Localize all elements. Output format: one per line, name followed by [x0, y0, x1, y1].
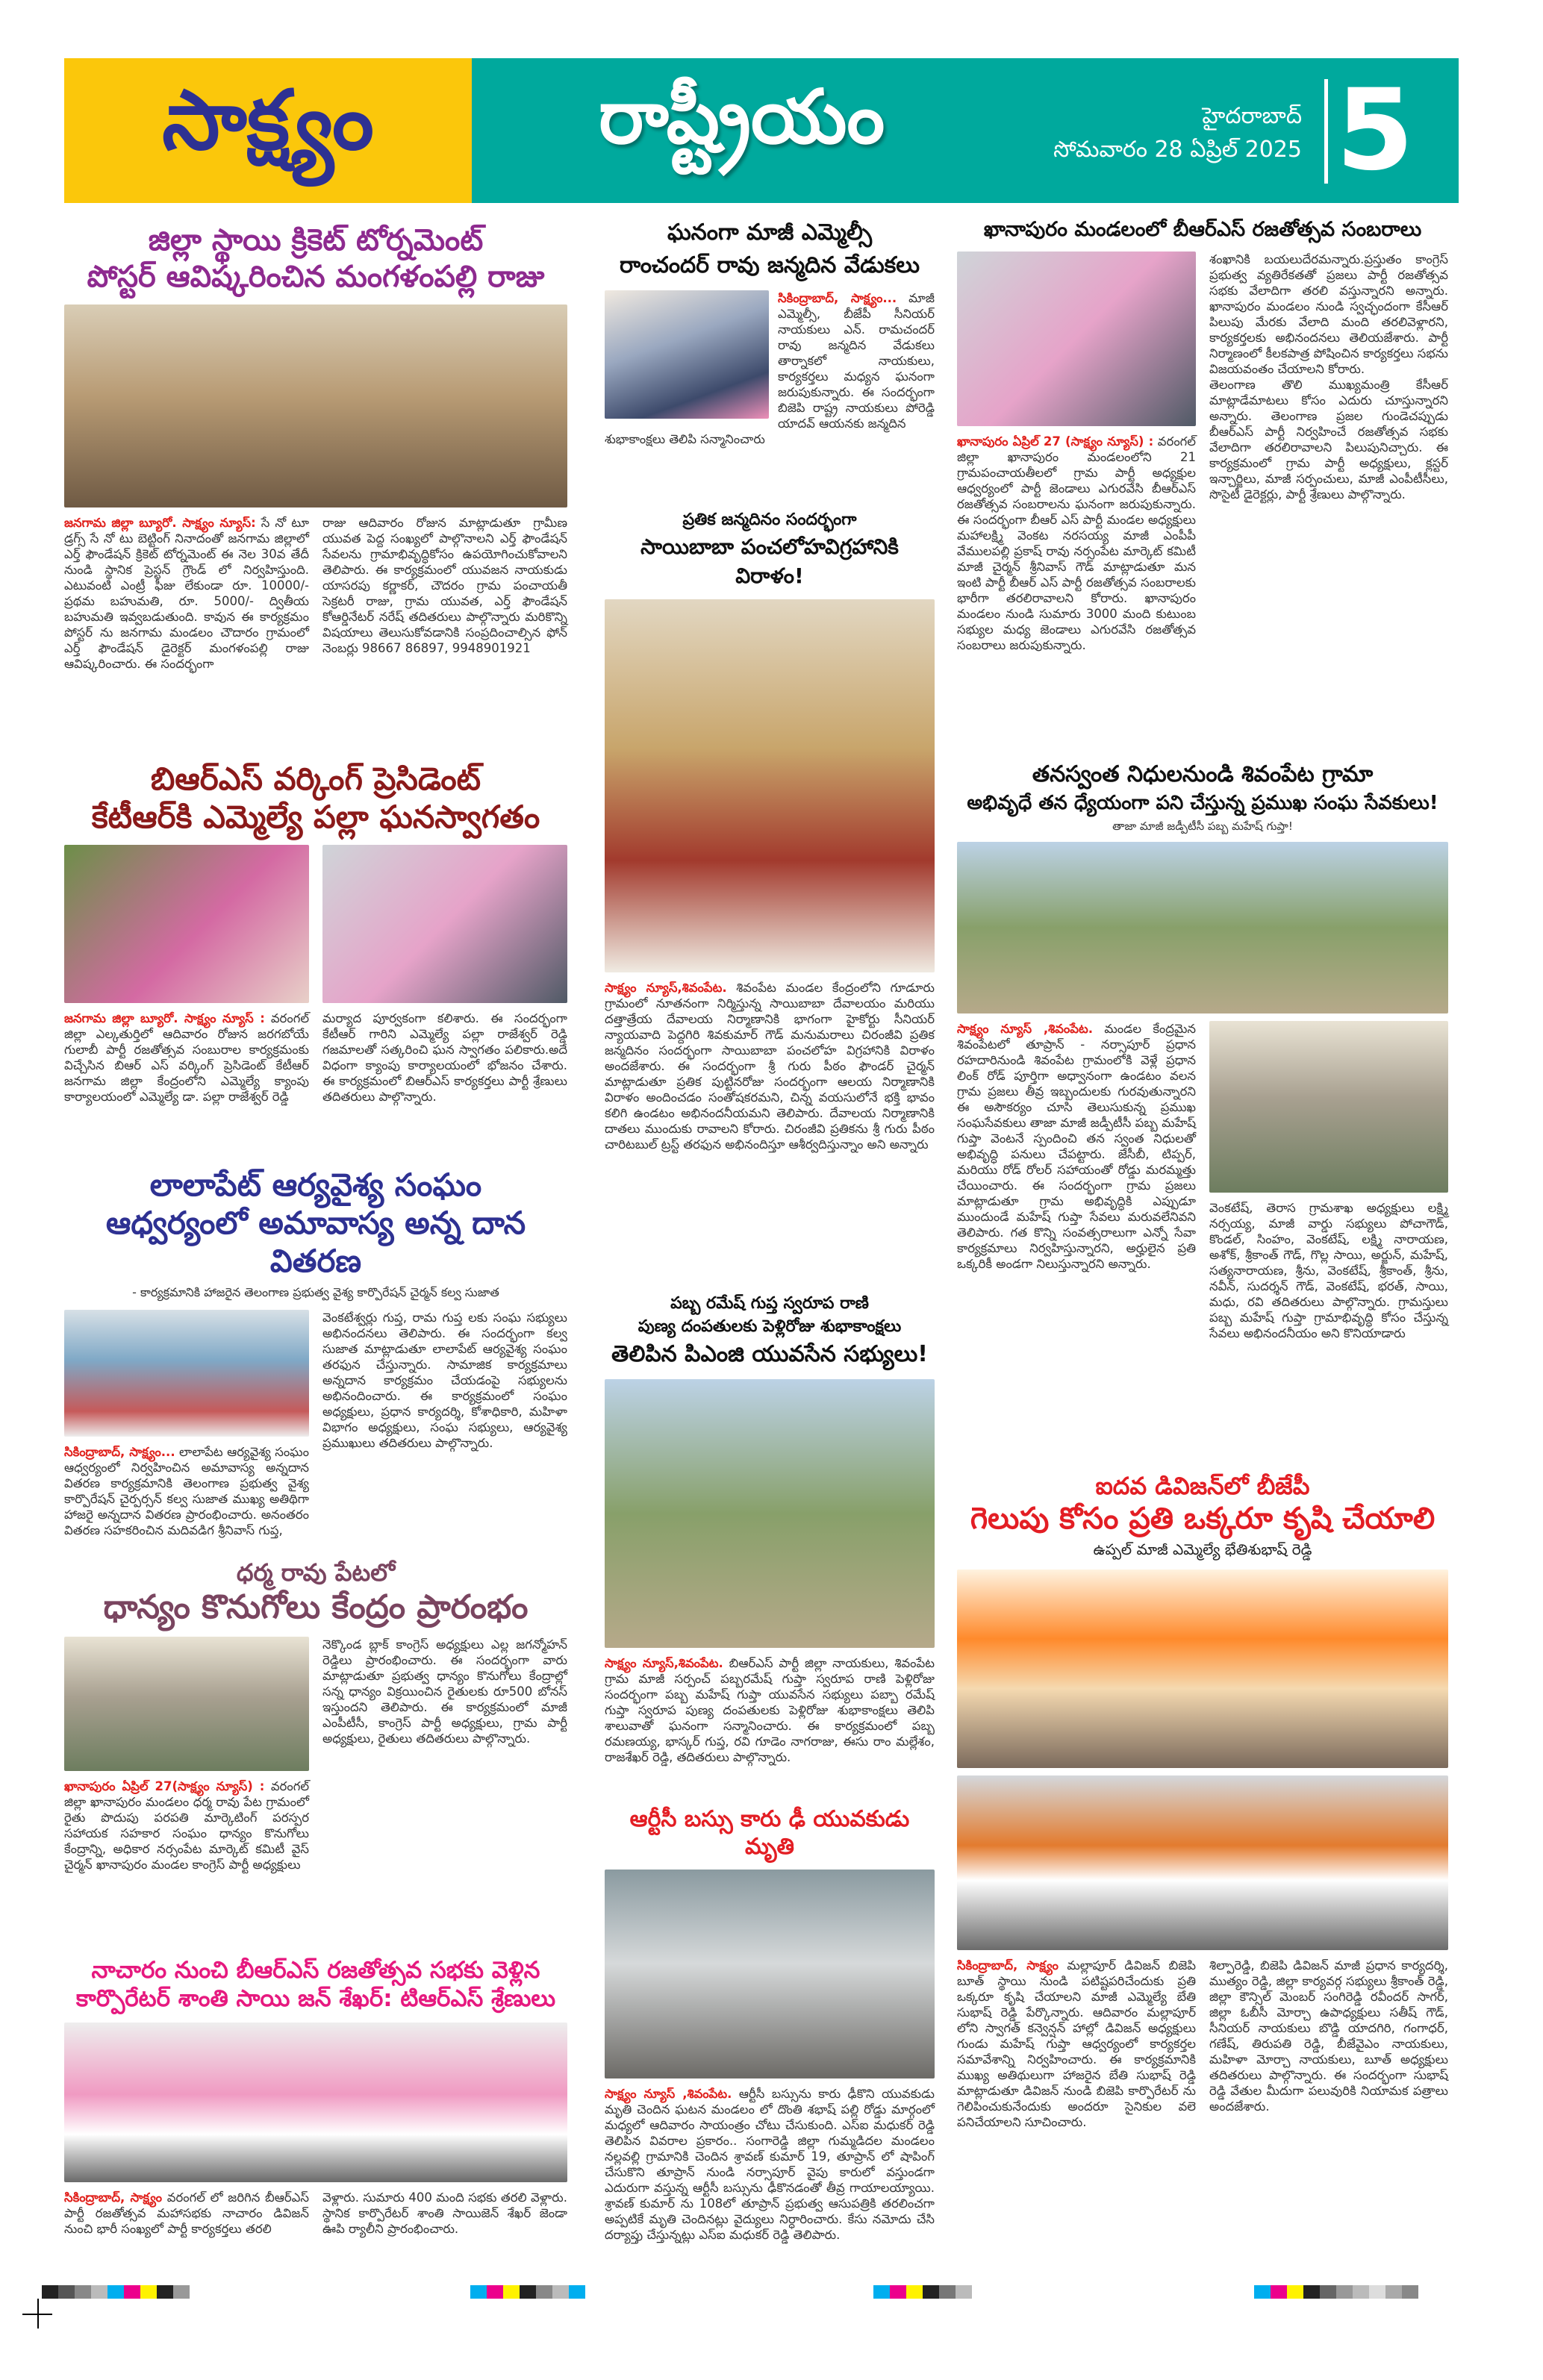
article-body — [957, 434, 1196, 653]
headline-line: ఐదవ డివిజన్‌లో బీజేపీ — [1095, 1472, 1310, 1500]
headline-line: గెలుపు కోసం ప్రతి ఒక్కరూ కృషి చేయాలి — [970, 1502, 1436, 1537]
article-nacharam — [64, 1949, 567, 2237]
article-khanapur — [957, 218, 1448, 752]
headline-line: కేటీఆర్‌కి ఎమ్మెల్యే పల్లా ఘనస్వాగతం — [91, 799, 540, 836]
headline-line: అభివృధే తన ధ్యేయంగా పని చేస్తున్న ప్రముఖ సంఘ సేవకులు! — [967, 791, 1438, 814]
photo-ramchander — [605, 290, 769, 419]
article-body: వెంకటేశ్వర్లు గుప్త, రామ గుప్త లకు సంఘ సభ్యులు అభినందనలు తెలిపారు. ఈ సందర్భంగా కల్వ సుజాత మాట్లాడుతూ లాలాపేట్ ఆర్యవైశ్య సంఘం తరఫున చేస్తున్నారు. సామాజిక కార్యక్రమాలు అన్నదాన కార్యక్రమం చేయడంపై సభ్యులను అభినందించారు. ఈ కార్యక్రమంలో సంఘం అధ్యక్షులు, ప్రధాన కార్యదర్శి, కోశాధికారి, మహిళా విభాగం అధ్యక్షులు, సంఘ సభ్యులు, ఆర్యవైశ్య ప్రముఖులు తదితరులు పాల్గొన్నారు. — [322, 1310, 567, 1450]
photo-bjp-meeting-stage — [957, 1570, 1448, 1768]
headline-line: ఘనంగా మాజీ ఎమ్మెల్సీ — [667, 219, 873, 246]
article-body — [605, 1655, 935, 1765]
body-text: ఈ అసౌకర్యం చూసి తెలుసుకున్న ప్రముఖ సంఘసేవకులు తాజా మాజీ జడ్పీటీసీ పబ్బ మహేష్ గుప్తా వెంటనే స్పందించి తన స్వంత నిధులతో అభివృద్ధి పనులు చేపట్టారు. జేసీబీ, టిప్పర్, మరియు రోడ్ రోలర్ సహాయంతో రోడ్డు మరమ్మత్తు చేయించారు. ఈ సందర్భంగా గ్రామ ప్రజలు మాట్లాడుతూ గ్రామ అభివృద్ధికి ఎప్పుడూ ముందుండే మహేష్ గుప్తా సేవలు మరువలేనివని తెలిపారు. గత కొన్ని సంవత్సరాలుగా ఎన్నో సేవా కార్యక్రమాలు నిర్వహిస్తున్నారని, అర్హులైన ప్రతి ఒక్కరికీ అండగా నిలుస్తున్నారని అన్నారు. — [957, 1099, 1196, 1271]
article-body: రాజు ఆదివారం రోజున మాట్లాడుతూ గ్రామీణ యువత పెద్ద సంఖ్యలో పాల్గొనాలని ఎర్త్ ఫౌండేషన్ సేవలను గ్రామాభివృద్ధికోసం ఉపయోగించుకోవాలని తెలిపారు. ఈ కార్యక్రమంలో యువజన నాయకుడు యాసరపు కర్ణాకర్, చౌదరం గ్రామ పంచాయతీ సెక్రటరీ రాజు, గ్రామ యువత, ఎర్త్ ఫౌండేషన్ కోఆర్డినేటర్ నరేష్ తదితరులు పాల్గొన్నారు మరికొన్ని విషయాలు తెలుసుకోవడానికి సంప్రదించాల్సిన ఫోన్ నెంబర్లు 98667 86897, 9948901921 — [322, 515, 567, 655]
headline-line: నాచారం నుంచి బీఆర్ఎస్ రజతోత్సవ సభకు వెళ్లిన — [91, 1957, 540, 1984]
dateline: జనగామ జిల్లా బ్యూరో. సాక్ష్యం న్యూస్: — [64, 515, 256, 530]
photo-bjp-meeting-audience — [957, 1775, 1448, 1950]
divider — [1324, 79, 1328, 184]
dateline: సికింద్రాబాద్, సాక్ష్యం... — [778, 291, 897, 305]
headline-line: పోస్టర్ ఆవిష్కరించిన మంగళంపల్లి రాజు — [87, 259, 545, 294]
headline-line: రాంచందర్ రావు జన్మదిన వేడుకలు — [620, 252, 920, 278]
body-text: వరంగల్ జిల్లా ఖానాపురం మండలంలోని 21 గ్రామపంచాయతీలలో గ్రామ పార్టీ అధ్యక్షుల ఆధ్వర్యంలో పార్టీ జెండాలు ఎగురవేసి బీఆర్ఎస్ రజతోత్సవ సంబరాలను ఘనంగా జరుపుకున్నారు. ఈ సందర్భంగా బీఆర్ ఎస్ పార్టీ మండల అధ్యక్షులు మహాలక్ష్మి వెంకట నరసయ్య మాజీ ఎంపీపీ వేములపల్లి ప్రకాష్ రావు నర్సంపేట మార్కెట్ కమిటీ మాజీ చైర్మన్ శ్రీనివాస్ గౌడ్ మాట్లాడుతూ మన ఇంటి పార్టీ బీఆర్ ఎస్ పార్టీ రజతోత్సవ సంబరాలకు భారీగా తరలిరావాలని కోరారు. ఖానాపురం మండలం నుండి సుమారు 3000 మంది కుటుంబ సభ్యుల మధ్య జెండాలు ఎగురవేసి రజతోత్సవ సంబరాలు జరుపుకున్నారు. — [957, 434, 1196, 652]
registration-marks — [1254, 2285, 1418, 2299]
article-body — [605, 980, 935, 1152]
body-text: మండల కేంద్రమైన శివంపేటలో తూప్రాన్ - నర్సాపూర్ ప్రధాన రహదారినుండి శివంపేట గ్రామంలోకి వెళ్లే ప్రధాన లింక్ రోడ్ పూర్తిగా అధ్వానంగా ఉండటం వలన గ్రామ ప్రజలు తీవ్ర ఇబ్బందులకు గురవుతున్నారని — [957, 1021, 1196, 1099]
article-body — [64, 2190, 309, 2237]
column-3 — [957, 218, 1448, 2130]
article-ktr — [64, 752, 567, 1158]
article-body — [64, 1778, 309, 1873]
page-number: 5 — [1335, 66, 1414, 196]
article-body: వెంకటేష్, తెరాస గ్రామశాఖ అధ్యక్షులు లక్ష్మి నర్సయ్య, మాజీ వార్డు సభ్యులు పోచాగౌడ్, కొండల్, సింహం, వెంకటేష్, లక్ష్మి నారాయణ, అశోక్, శ్రీకాంత్ గౌడ్, గొల్ల సాయి, అర్జున్, మహేష్, సత్యనారాయణ, శ్రీను, వెంకటేష్, శ్రీకాంత్, శ్రీను, నవీన్, సుదర్శన్ గౌడ్, వెంకటేష్, భరత్, సాయి, మధు, రవి తదితరులు పాల్గొన్నారు. గ్రామస్తులు పబ్బ మహేష్ గుప్తా గ్రామాభివృద్ధి కోసం చేస్తున్న సేవలు అభినందనీయం అని కొనియాడారు — [1209, 1200, 1448, 1340]
body-text: వరంగల్ జిల్లా ఖానాపురం మండలం ధర్మ రావు పేట గ్రామంలో రైతు పొదుపు పరపతి మార్కెటింగ్ పరస్పర సహాయక సహకార సంఘం ధాన్యం కొనుగోలు కేంద్రాన్ని, అధికార నర్సంపేట మార్కెట్ కమిటీ వైస్ చైర్మన్ ఖానాపురం మండల కాంగ్రెస్ పార్టీ అధ్యక్షులు — [64, 1778, 310, 1872]
photo-nacharam-rally — [64, 2023, 567, 2182]
section-title: రాష్ట్రీయం — [599, 73, 885, 160]
dateline: సాక్ష్యం న్యూస్,శివంపేట. — [605, 1655, 723, 1670]
article-dharmaraopeta — [64, 1551, 567, 1949]
edition-date: సోమవారం 28 ఏప్రిల్ 2025 — [1053, 137, 1302, 163]
headline-line: బిఆర్ఎస్ వర్కింగ్ ప్రెసిడెంట్ — [150, 760, 481, 797]
photo-cricket-poster — [64, 304, 567, 507]
dateline: జనగామ జిల్లా బ్యూరో. సాక్ష్యం న్యూస్ : — [64, 1011, 265, 1026]
photo-khanapur-flag — [957, 252, 1196, 426]
article-cricket — [64, 222, 567, 752]
headline-line: లాలాపేట్ ఆర్యవైశ్య సంఘం — [149, 1166, 482, 1203]
body-text: ఆర్టీసీ బస్సును కారు ఢీకొని యువకుడు మృతి చెందిన ఘటన మండలం లో దొంతి శభాష్ పల్లి రోడ్డు మార్గంలో మధ్యలో ఆదివారం సాయంత్రం చోటు చేసుకుంది. ఎస్ఐ మధుకర్ రెడ్డి తెలిపిన వివరాల ప్రకారం.. సంగారెడ్డి జిల్లా గుమ్మడిదల మండలం నల్లవల్లి గ్రామానికి చెందిన శ్రావణ్ కుమార్ 19, తూప్రాన్ లో షాపింగ్ చేసుకొని తూప్రాన్ నుండి నర్సాపూర్ వైపు కారులో వస్తుండగా ఎదురుగా వస్తున్న ఆర్టీసీ బస్సును ఢీకొనడంతో తీవ్ర గాయాలయ్యాయి. శ్రావణ్ కుమార్ ను 108లో తూప్రాన్ ప్రభుత్వ ఆసుపత్రికి తరలించగా అప్పటికే మృతి చెందినట్లు వైద్యులు నిర్ధారించారు. కేసు నమోదు చేసి దర్యాప్తు చేస్తున్నట్లు ఎస్ఐ మధుకర్ రెడ్డి తెలిపారు. — [605, 2087, 935, 2243]
column-1 — [64, 222, 567, 2237]
dateline: సాక్ష్యం న్యూస్ ,శివంపేట. — [605, 2087, 732, 2102]
headline-line: తనస్వంత నిధులనుండి శివంపేట గ్రామా — [1032, 761, 1374, 787]
article-shivampet — [957, 752, 1448, 1464]
headline-line: పబ్బ రమేష్ గుప్త స్వరూప రాణి — [670, 1294, 869, 1313]
registration-marks — [470, 2285, 585, 2299]
photo-accident-car — [605, 1870, 935, 2078]
body-text: వరంగల్ జిల్లా ఎల్కతుర్తిలో ఆదివారం రోజున జరగబోయే గులాబీ పార్టీ రజతోత్సవ సంబురాల కార్యక్రమంకు విచ్చేసిన బిఆర్ ఎస్ వర్కింగ్ ప్రెసిడెంట్ కేటీఆర్ జనగామ జిల్లా కేంద్రంలోని ఎమ్మెల్యే క్యాంపు కార్యాలయంలో ఎమ్మెల్యే డా. పల్లా రాజేశ్వర్ రెడ్డి — [64, 1011, 310, 1105]
article-accident — [605, 1799, 935, 2243]
photo-ktr-welcome — [322, 845, 567, 1003]
article-body: శంఖానికి బయలుదేరమన్నారు.ప్రస్తుతం కాంగ్రెస్ ప్రభుత్వ వ్యతిరేకతతో ప్రజలు పార్టీ రజతోత్సవ సభకు వేలాదిగా తరలి వస్తున్నారని అన్నారు. ఖానాపురం మండలం నుండి స్వచ్ఛందంగా కేసీఆర్ పిలుపు మేరకు వేలాది మంది తరలివెళ్లారని, కార్యకర్తలకు అభినందనలు తెలియజేశారు. పార్టీ నిర్మాణంలో కీలకపాత్ర పోషించిన కార్యకర్తలు సభను విజయవంతం చేయాలని కోరారు. — [1209, 252, 1448, 376]
article-pabba — [605, 1285, 935, 1799]
photo-anniversary — [605, 1379, 935, 1648]
byline: ఉప్పల్ మాజీ ఎమ్మెల్యే భేతిశుభాష్ రెడ్డి — [1093, 1540, 1312, 1558]
headline-nacharam — [64, 1957, 567, 2014]
dateline: సికింద్రాబాద్, సాక్ష్యం — [64, 2190, 163, 2205]
article-ramchander — [605, 216, 935, 502]
registration-marks — [873, 2285, 972, 2299]
body-text: మాజీ ఎమ్మెల్సీ, బీజేపీ సీనియర్ నాయకులు ఎన్. రామచందర్ రావు జన్మదిన వేడుకలు తార్నాకలో నాయకులు, కార్యకర్తలు మధ్యన ఘనంగా జరుపుకున్నారు. ఈ సందర్భంగా బిజెపి రాష్ట్ర నాయకులు పోరెడ్డి యాదవ్ ఆయనకు జన్మదిన — [778, 291, 935, 431]
headline-line: ధర్మ రావు పేటలో — [236, 1558, 396, 1587]
headline-line: జిల్లా స్థాయి క్రికెట్ టోర్నమెంట్ — [148, 223, 484, 257]
article-body — [957, 1958, 1196, 2130]
dateline: ఖానాపురం ఏప్రిల్ 27(సాక్ష్యం న్యూస్) : — [64, 1778, 265, 1793]
dateline: సికింద్రాబాద్, సాక్ష్యం... — [64, 1444, 175, 1459]
crop-mark — [37, 2299, 39, 2329]
article-body: నెక్కొండ బ్లాక్ కాంగ్రెస్ అధ్యక్షులు ఎల్ల జగన్మోహన్ రెడ్డిలు ప్రారంభించారు. ఈ సందర్భంగా వారు మాట్లాడుతూ ప్రభుత్వ ధాన్యం కొనుగోలు కేంద్రాల్లో సన్న ధాన్యం విక్రయించిన రైతులకు రూ500 బోనస్ ఇస్తుందని తెలిపారు. ఈ కార్యక్రమంలో మాజీ ఎంపీటీసీ, కాంగ్రెస్ పార్టీ అధ్యక్షులు, గ్రామ పార్టీ అధ్యక్షులు, రైతులు తదితరులు పాల్గొన్నారు. — [322, 1637, 567, 1746]
body-text: లాలాపేట ఆర్యవైశ్య సంఘం ఆధ్వర్యంలో నిర్వహించిన అమావాస్య అన్నదాన వితరణ కార్యక్రమానికి తెలంగాణ ప్రభుత్వ వైశ్య కార్పొరేషన్ చైర్పర్సన్ కల్వ సుజాత ముఖ్య అతిథిగా హాజరై అన్నదాన వితరణ ప్రారంభించారు. అనంతరం వితరణ సహకరించిన మదివడిగ శ్రీనివాస్ గుప్త, — [64, 1444, 310, 1537]
masthead-band — [472, 58, 1459, 203]
dateline: సాక్ష్యం న్యూస్,శివంపేట. — [605, 981, 727, 996]
headline-line: ఆధ్వర్యంలో అమావాస్య అన్న దాన వితరణ — [105, 1205, 526, 1280]
byline: తాజా మాజీ జడ్పీటీసీ పబ్బ మహేష్ గుప్తా! — [1112, 819, 1293, 833]
column-2 — [605, 216, 935, 2243]
photo-grain-center — [64, 1637, 309, 1771]
article-body — [64, 1011, 309, 1105]
article-body — [957, 1021, 1196, 1272]
edition-city: హైదరాబాద్ — [1202, 103, 1302, 129]
body-text: సే నో టూ డ్రగ్స్ సే నో టు బెట్టింగ్ నినాదంతో జనగామ జిల్లాలో ఎర్త్ ఫౌండేషన్ క్రికెట్ టోర్నమెంట్ ఈ నెల 30వ తేదీ నుండి స్థానిక ప్రెస్టన్ గ్రౌండ్ లో నిర్వహిస్తుంది. ఎటువంటి ఎంట్రీ ఫీజు లేకుండా రూ. 10000/- ప్రథమ బహుమతి, రూ. 5000/- ద్వితీయ బహుమతి ఇవ్వబడుతుంది. కావున ఈ కార్యక్రమం పోస్టర్ ను జనగామ మండలం చౌదారం గ్రామంలో ఎర్త్ ఫౌండేషన్ డైరెక్టర్ మంగళంపల్లి రాజు ఆవిష్కరించారు. ఈ సందర్భంగా — [64, 515, 310, 671]
headline-cricket — [64, 222, 567, 296]
body-text: శివంపేట మండల కేంద్రంలోని గూడూరు గ్రామంలో నూతనంగా నిర్మిస్తున్న సాయిబాబా దేవాలయం మరియు దత్తాత్రేయ దేవాలయ నిర్మాణానికి భాగంగా హైకోర్టు సీనియర్ న్యాయవాది పెద్దగిరి శివకుమార్ గౌడ్ మనుమరాలు చిరంజీవి ప్రతిక జన్మదినం సందర్భంగా సాయిబాబా పంచలోహ విగ్రహానికి విరాళం అందజేశారు. ఈ సందర్భంగా శ్రీ గురు పీఠం ఫౌండర్ చైర్మన్ మాట్లాడుతూ ప్రతిక పుట్టినరోజు సందర్భంగా ఆలయ నిర్మాణానికి విరాళం అందించడం సంతోషకరమని, చిన్న వయసులోనే భక్తి భావం కలిగి ఉండటం అభినందనీయమని తెలిపారు. దేవాలయ నిర్మాణానికి దాతలు ముందుకు రావాలని కోరారు. చిరంజీవి ప్రతికను శ్రీ గురు పీఠం చారిటబుల్ ట్రస్ట్ తరఫున అభినందిస్తూ ఆశీర్వదిస్తున్నాం అని అన్నారు — [605, 981, 935, 1152]
article-prathika — [605, 502, 935, 1285]
headline-khanapur: ఖానాపురం మండలంలో బీఆర్ఎస్ రజతోత్సవ సంబరాలు — [983, 218, 1422, 241]
dateline: ఖానాపురం ఏప్రిల్ 27 (సాక్ష్యం న్యూస్) : — [957, 434, 1154, 449]
headline-line: పుణ్య దంపతులకు పెళ్లిరోజు శుభాకాంక్షలు — [638, 1317, 902, 1336]
article-bjp — [957, 1464, 1448, 2130]
headline-line: తెలిపిన పిఎంజి యువసేన సభ్యులు! — [611, 1340, 928, 1367]
headline-pabba — [605, 1293, 935, 1370]
article-body: వెళ్లారు. సుమారు 400 మంది సభకు తరలి వెళ్లారు. స్థానిక కార్పొరేటర్ శాంతి సాయిజెన్ శేఖర్ జెండా ఊపి ర్యాలీని ప్రారంభించారు. — [322, 2190, 567, 2236]
headline-dharmaraopeta — [64, 1558, 567, 1628]
masthead-logo — [64, 58, 472, 203]
headline-line: కార్పొరేటర్ శాంతి సాయి జన్ శేఖర్: టిఆర్ఎస్ శ్రేణులు — [75, 1984, 556, 2012]
article-body — [605, 2086, 935, 2243]
article-body — [778, 290, 935, 431]
headline-accident: ఆర్టీసీ బస్సు కారు ఢీ యువకుడు మృతి — [629, 1806, 910, 1860]
article-body: శిల్పారెడ్డి, బిజెపి డివిజన్ మాజీ ప్రధాన కార్యదర్శి, ముత్యం రెడ్డి, జిల్లా కార్యవర్గ సభ్యులు శ్రీకాంత్ రెడ్డి, జిల్లా కౌన్సిల్ మెంబర్ సంగిరెడ్డి రవీందర్ సాగర్, జిల్లా ఓబీసీ మోర్చా ఉపాధ్యక్షులు సతీష్ గౌడ్, సీనియర్ నాయకులు బొడ్డి యాదగిరి, గంగాధర్, గణేష్, తిరుపతి రెడ్డి, బీజేవైఎం నాయకులు, మహిళా మోర్చా నాయకులు, బూత్ అధ్యక్షులు తదితరులు పాల్గొన్నారు. ఈ సందర్భంగా సుభాష్ రెడ్డి వేతుల మీదుగా పలువురికి నియామక పత్రాలు అందజేశారు. — [1209, 1958, 1448, 2114]
body-text: బిఆర్ఎస్ పార్టీ జిల్లా నాయకులు, శివంపేట గ్రామ మాజీ సర్పంచ్ పబ్బరమేష్ గుప్తా స్వరూప రాణి పెళ్లిరోజు సందర్భంగా పబ్బ మహేష్ గుప్తా యువసేన సభ్యులు పబ్బా రమేష్ గుప్తా స్వరూప పుణ్య దంపతులకు పెళ్లిరోజు శుభాకాంక్షలు తెలిపి శాలువాతో ఘనంగా సన్మానించారు. ఈ కార్యక్రమంలో పబ్బ రమణయ్య, భాస్కర్ గుప్త, రవి గూడెం నాగరాజు, ఈసు రాం మల్లేశం, రాజశేఖర్ రెడ్డి, తదితరులు పాల్గొన్నారు. — [605, 1655, 935, 1764]
subheadline: - కార్యక్రమానికి హాజరైన తెలంగాణ ప్రభుత్వ వైశ్య కార్పొరేషన్ చైర్మన్ కల్వ సుజాత — [132, 1284, 499, 1299]
article-body — [64, 515, 309, 672]
dateline: సాక్ష్యం న్యూస్ ,శివంపేట. — [957, 1021, 1094, 1036]
headline-prathika — [605, 509, 935, 590]
headline-bjp — [957, 1472, 1448, 1537]
headline-line: సాయిబాబా పంచలోహవిగ్రహానికి విరాళం! — [640, 534, 899, 588]
headline-lalapet — [64, 1166, 567, 1281]
article-body: శుభాకాంక్షలు తెలిపి సన్మానించారు — [605, 432, 765, 446]
photo-birthday — [605, 599, 935, 972]
registration-marks — [42, 2285, 190, 2299]
body-text: మల్లాపూర్ డివిజన్ బిజెపి బూత్ స్థాయి నుండి పటిష్టపరిచేందుకు ప్రతి ఒక్కరూ కృషి చేయాలని మాజీ ఎమ్మెల్యే బేతి సుభాష్ రెడ్డి పేర్కొన్నారు. ఆదివారం మల్లాపూర్ లోని స్వాగత్ కన్వెన్షన్ హాల్లో డివిజన్ అధ్యక్షులు గుండు మహేష్ గుప్తా ఆధ్వర్యంలో కార్యకర్తల సమావేశాన్ని నిర్వహించారు. ఈ కార్యక్రమానికి ముఖ్య అతిథులుగా హాజరైన బేతి సుభాష్ రెడ్డి మాట్లాడుతూ డివిజన్ నుండి బిజెపి కార్పొరేటర్ ను గెలిపించుకునేందుకు అందరూ సైనికుల వలె పనిచేయాలని సూచించారు. — [957, 1958, 1196, 2129]
article-lalapet — [64, 1158, 567, 1551]
article-body: మర్యాద పూర్వకంగా కలిశారు. ఈ సందర్భంగా కేటీఆర్ గారిని ఎమ్మెల్యే పల్లా రాజేశ్వర్ రెడ్డి గజమాలతో సత్కరించి ఘన స్వాగతం పలికారు.అదే విధంగా క్యాంపు కార్యాలయంలో భోజనం చేశారు. ఈ కార్యక్రమంలో బిఆర్ఎస్ కార్యకర్తలు పార్టీ శ్రేణులు తదితరులు పాల్గొన్నారు. — [322, 1011, 567, 1105]
logo-text: సాక్ష్యం — [162, 72, 374, 168]
dateline: సికింద్రాబాద్, సాక్ష్యం — [957, 1958, 1059, 1973]
headline-shivampet — [957, 760, 1448, 816]
headline-line: ప్రతిక జన్మదినం సందర్భంగా — [682, 510, 857, 529]
photo-road-work — [1209, 1021, 1448, 1193]
article-body: తెలంగాణ తొలి ముఖ్యమంత్రి కేసీఆర్ మాట్లాడేమాటలు కోసం ఎదురు చూస్తున్నారని అన్నారు. తెలంగాణ ప్రజల గుండెచప్పుడు బీఆర్ఎస్ పార్టీ నిర్వహించే రజతోత్సవ సభకు వేలాదిగా తరలిరావాలని పిలుపునిచ్చారు. ఈ కార్యక్రమంలో గ్రామ పార్టీ అధ్యక్షులు, క్లస్టర్ ఇన్చార్జిలు, మాజీ సర్పంచులు, మాజీ ఎంపీటీసీలు, సొసైటీ డైరెక్టర్లు, పార్టీ శ్రేణులు పాల్గొన్నారు. — [1209, 377, 1448, 502]
photo-annadanam — [64, 1310, 309, 1437]
headline-line: ధాన్యం కొనుగోలు కేంద్రం ప్రారంభం — [103, 1588, 529, 1627]
photo-road-work — [957, 842, 1448, 1013]
photo-ktr-welcome — [64, 845, 309, 1003]
headline-ktr — [64, 760, 567, 836]
body-text: వరంగల్ లో జరిగిన బీఆర్ఎస్ పార్టీ రజతోత్సవ మహాసభకు నాచారం డివిజన్ నుంచి భారీ సంఖ్యలో పార్టీ కార్యకర్తలు తరలి — [64, 2190, 309, 2236]
article-body — [64, 1444, 309, 1538]
headline-ramchander — [605, 216, 935, 281]
